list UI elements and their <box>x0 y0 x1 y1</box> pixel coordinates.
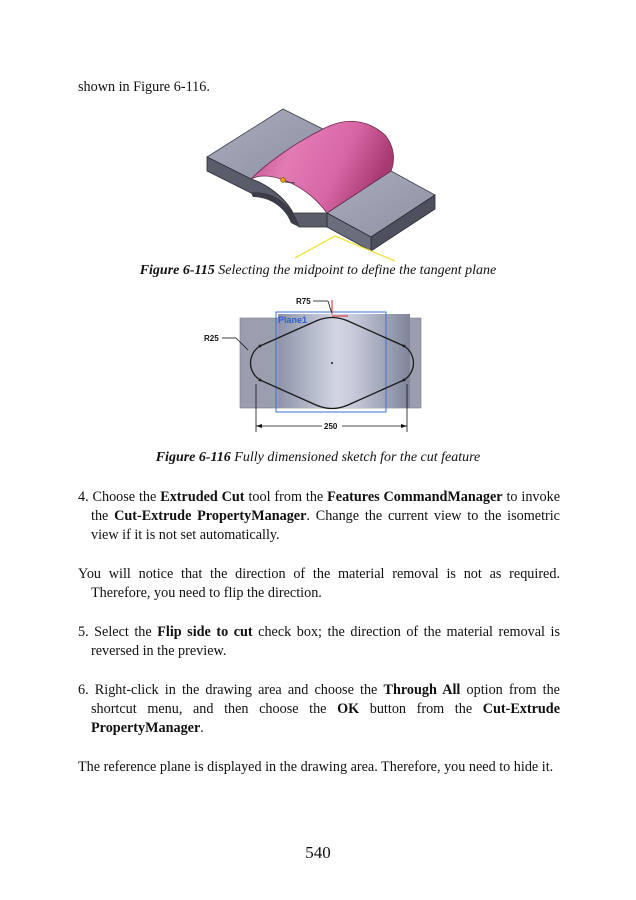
dim-250-arrow-left <box>256 424 262 428</box>
closing-text: The reference plane is displayed in the drawing area. Therefore, you need to hide it. <box>78 759 554 775</box>
step-4-bold-extruded-cut: Extruded Cut <box>160 489 245 505</box>
step-4-text-3: to invoke the <box>91 489 560 524</box>
sketch-point-3 <box>259 379 262 382</box>
figure-6-115-label: Figure 6-115 <box>139 263 215 278</box>
step-6-paragraph <box>78 681 560 738</box>
arch-underside <box>251 193 299 227</box>
notice-text: You will notice that the direction of the material removal is not as required. Therefore, you need to flip the direction. <box>78 566 560 601</box>
figure-6-116-text: Fully dimensioned sketch for the cut feature <box>234 450 481 465</box>
step-6-text-2: option from the shortcut menu, and then choose the <box>91 682 560 717</box>
step-5-text-1: 5. Select the <box>78 624 158 640</box>
sketch-point-4 <box>403 379 406 382</box>
step-4-bold-features-commandmanager: Features CommandManager <box>327 489 503 505</box>
step-5-paragraph <box>78 623 560 661</box>
step-6-text-4: . <box>200 720 204 736</box>
step-4-text-1: 4. Choose the <box>78 489 161 505</box>
page-number: 540 <box>305 843 331 862</box>
figure-6-115-text: Selecting the midpoint to define the tangent plane <box>218 263 497 278</box>
midpoint-marker <box>281 178 286 183</box>
dim-r25: R25 <box>204 334 219 343</box>
dim-250-arrow-right <box>401 424 407 428</box>
sketch-point-2 <box>403 345 406 348</box>
step-4-text-4: . Change the current view to the isometric view if it is not set automatically. <box>91 508 560 543</box>
step-4-bold-cut-extrude-propertymanager: Cut-Extrude PropertyManager <box>114 508 307 524</box>
step-4-paragraph <box>78 488 560 545</box>
intro-text: shown in Figure 6-116. <box>78 79 210 95</box>
step-6-bold-cut-extrude-propertymanager: Cut-Extrude PropertyManager <box>91 701 560 736</box>
closing-paragraph <box>78 758 560 777</box>
figure-6-115-image <box>195 105 445 263</box>
dim-250: 250 <box>324 422 338 431</box>
figure-6-116-caption <box>0 450 636 466</box>
intro-line <box>78 78 560 97</box>
step-5-text-2: check box; the direction of the material removal is reversed in the preview. <box>91 624 560 659</box>
sketch-point-center <box>331 362 333 364</box>
step-6-bold-ok: OK <box>337 701 360 717</box>
cylinder-region <box>278 314 410 408</box>
step-6-text-1: 6. Right-click in the drawing area and choose the <box>78 682 384 698</box>
figure-6-116-label: Figure 6-116 <box>155 450 231 465</box>
plane1-label: Plane1 <box>278 315 308 325</box>
sketch-point-1 <box>259 345 262 348</box>
dim-r75: R75 <box>296 297 311 306</box>
figure-6-115-caption <box>0 263 636 279</box>
step-4-text-2: tool from the <box>244 489 328 505</box>
step-6-text-3: button from the <box>359 701 483 717</box>
step-6-bold-through-all: Through All <box>383 682 461 698</box>
callout-line-left <box>295 236 335 258</box>
figure-6-116-image <box>198 292 430 436</box>
step-5-bold-flip-side-to-cut: Flip side to cut <box>157 624 253 640</box>
notice-paragraph <box>78 565 560 603</box>
